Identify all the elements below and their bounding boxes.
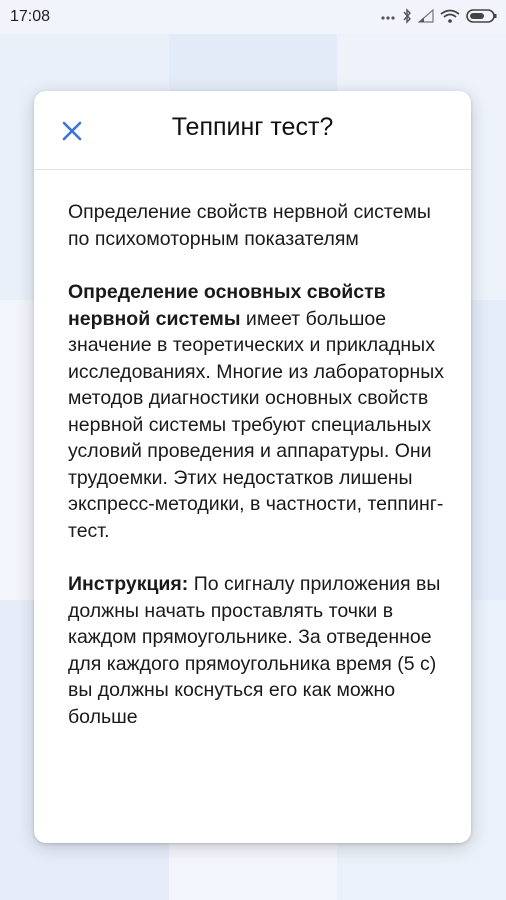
wifi-icon: [440, 9, 460, 28]
signal-icon: [418, 9, 434, 28]
status-bar: [0, 0, 506, 34]
bluetooth-icon: [402, 8, 412, 29]
description-text: имеет большое значение в теоретических и прикладных исследованиях. Многие из лабораторных методов диагностики основных свойств нервной системы требуют специальных условий проведения и аппаратуры. Они трудоемки. Этих недостатков лишены экспресс-методики, в частности, теппинг-тест.: [68, 307, 445, 542]
dots-icon: [380, 10, 396, 28]
intro-paragraph: [68, 199, 448, 252]
description-bold-text: Определение основных свойств нервной системы: [68, 281, 386, 330]
status-time: 17:08: [10, 8, 51, 25]
info-dialog: [34, 91, 471, 843]
dialog-title: Теппинг тест?: [171, 113, 334, 141]
dialog-header: [34, 91, 471, 170]
intro-text: Определение свойств нервной системы по психомоторным показателям: [68, 201, 431, 250]
status-icons: [380, 8, 498, 29]
description-paragraph: [68, 279, 448, 544]
instruction-paragraph: [68, 571, 448, 730]
instruction-text: По сигналу приложения вы должны начать проставлять точки в каждом прямоугольнике. За отведенное для каждого прямоугольника время (5 с) вы должны коснуться его как можно больше: [68, 573, 441, 728]
battery-icon: [466, 8, 498, 29]
dialog-body: [68, 199, 448, 757]
instruction-bold-text: Инструкция:: [68, 573, 189, 595]
